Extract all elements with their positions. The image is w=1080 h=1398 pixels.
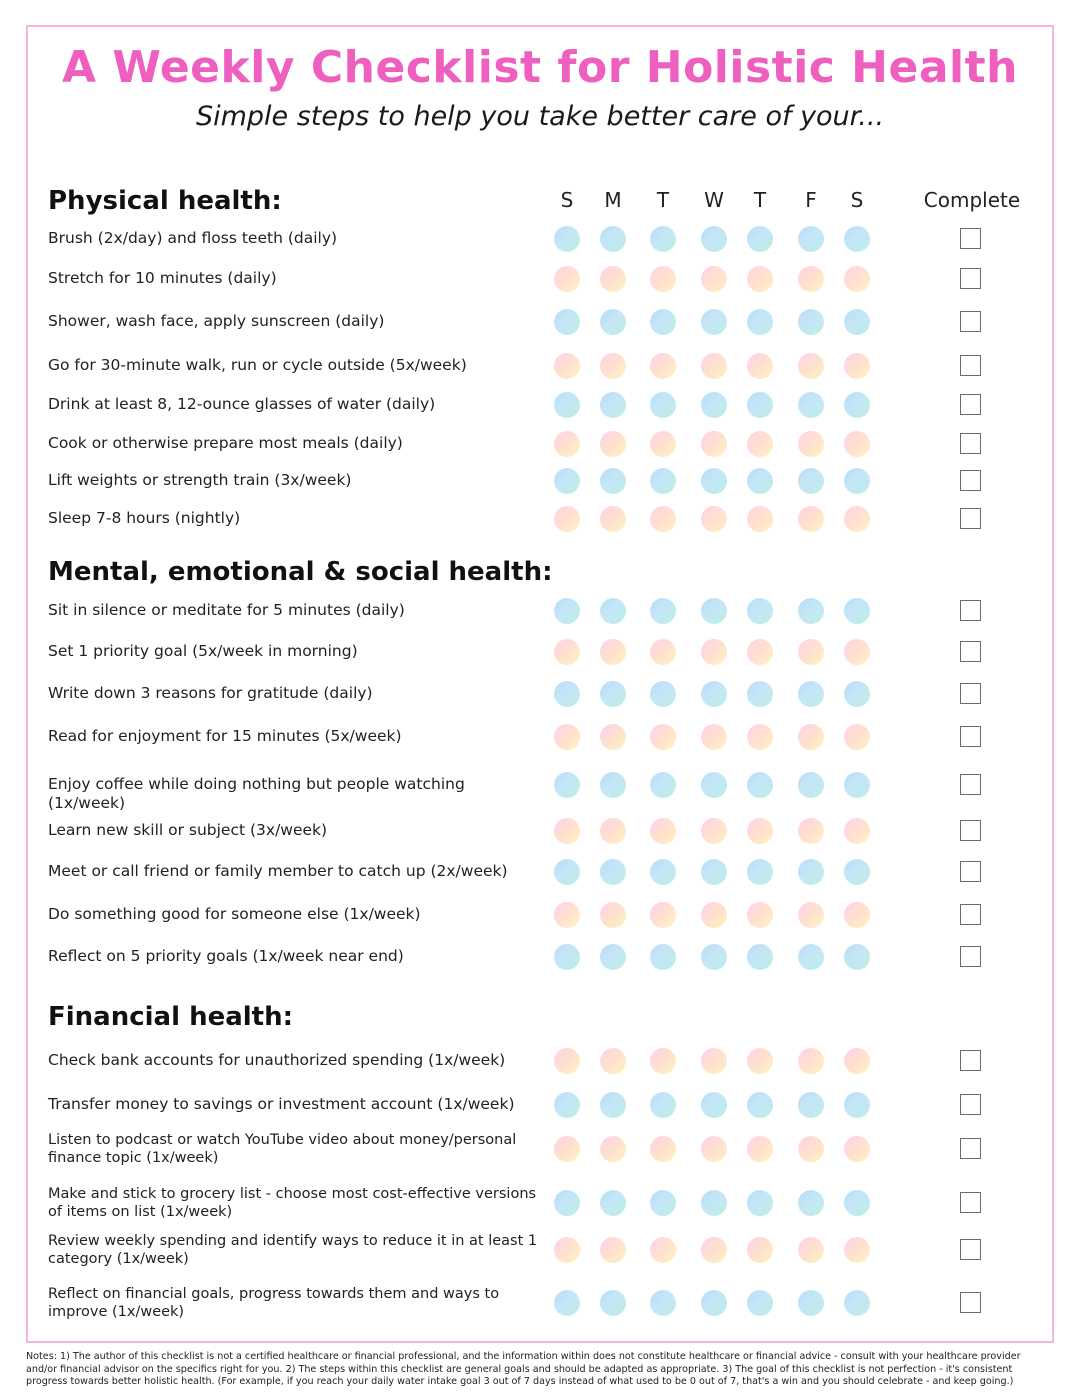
day-tracker-dot[interactable] (701, 266, 727, 292)
task-label: Brush (2x/day) and floss teeth (daily) (48, 229, 338, 247)
day-tracker-dot[interactable] (798, 1190, 824, 1216)
day-tracker-dot[interactable] (747, 598, 773, 624)
day-tracker-dot[interactable] (798, 309, 824, 335)
day-tracker-dot[interactable] (798, 902, 824, 928)
day-tracker-dot[interactable] (600, 506, 626, 532)
day-tracker-dot[interactable] (747, 859, 773, 885)
day-tracker-dot[interactable] (650, 772, 676, 798)
day-header: T (656, 188, 670, 212)
day-tracker-dot[interactable] (701, 639, 727, 665)
day-tracker-dot[interactable] (798, 1048, 824, 1074)
complete-column-header: Complete (923, 188, 1021, 212)
day-tracker-dot[interactable] (844, 1237, 870, 1263)
day-tracker-dot[interactable] (600, 1136, 626, 1162)
day-tracker-dot[interactable] (798, 1092, 824, 1118)
day-tracker-dot[interactable] (798, 353, 824, 379)
day-tracker-dot[interactable] (747, 468, 773, 494)
day-tracker-dot[interactable] (600, 353, 626, 379)
day-header: S (850, 188, 864, 212)
task-label: Sit in silence or meditate for 5 minutes (daily) (48, 601, 405, 619)
day-tracker-dot[interactable] (701, 1237, 727, 1263)
day-tracker-dot[interactable] (600, 1190, 626, 1216)
complete-checkbox[interactable] (960, 600, 981, 621)
day-tracker-dot[interactable] (747, 1048, 773, 1074)
day-tracker-dot[interactable] (747, 724, 773, 750)
day-tracker-dot[interactable] (798, 1136, 824, 1162)
day-tracker-dot[interactable] (554, 1237, 580, 1263)
day-tracker-dot[interactable] (600, 226, 626, 252)
day-tracker-dot[interactable] (798, 598, 824, 624)
day-tracker-dot[interactable] (701, 724, 727, 750)
complete-checkbox[interactable] (960, 726, 981, 747)
complete-checkbox[interactable] (960, 1292, 981, 1313)
day-tracker-dot[interactable] (701, 859, 727, 885)
task-label: Learn new skill or subject (3x/week) (48, 821, 328, 839)
day-tracker-dot[interactable] (600, 309, 626, 335)
section-heading: Physical health: (48, 186, 282, 216)
day-tracker-dot[interactable] (650, 859, 676, 885)
day-tracker-dot[interactable] (650, 468, 676, 494)
day-tracker-dot[interactable] (844, 1048, 870, 1074)
day-tracker-dot[interactable] (600, 818, 626, 844)
day-tracker-dot[interactable] (844, 1290, 870, 1316)
day-tracker-dot[interactable] (844, 226, 870, 252)
day-tracker-dot[interactable] (798, 431, 824, 457)
day-tracker-dot[interactable] (798, 944, 824, 970)
day-tracker-dot[interactable] (798, 772, 824, 798)
day-tracker-dot[interactable] (650, 506, 676, 532)
day-tracker-dot[interactable] (600, 392, 626, 418)
day-tracker-dot[interactable] (600, 772, 626, 798)
day-tracker-dot[interactable] (650, 944, 676, 970)
day-tracker-dot[interactable] (798, 681, 824, 707)
complete-checkbox[interactable] (960, 394, 981, 415)
day-tracker-dot[interactable] (701, 353, 727, 379)
day-tracker-dot[interactable] (554, 598, 580, 624)
day-tracker-dot[interactable] (650, 226, 676, 252)
day-tracker-dot[interactable] (844, 944, 870, 970)
complete-checkbox[interactable] (960, 311, 981, 332)
day-header: T (753, 188, 767, 212)
day-tracker-dot[interactable] (798, 506, 824, 532)
day-tracker-dot[interactable] (747, 309, 773, 335)
day-header: S (560, 188, 574, 212)
section-heading: Financial health: (48, 1002, 294, 1032)
day-tracker-dot[interactable] (798, 226, 824, 252)
day-tracker-dot[interactable] (747, 266, 773, 292)
day-tracker-dot[interactable] (554, 818, 580, 844)
day-tracker-dot[interactable] (554, 859, 580, 885)
day-tracker-dot[interactable] (747, 772, 773, 798)
day-tracker-dot[interactable] (650, 392, 676, 418)
day-tracker-dot[interactable] (600, 431, 626, 457)
day-tracker-dot[interactable] (798, 392, 824, 418)
task-label: Review weekly spending and identify ways to reduce it in at least 1 category (1x/week) (48, 1233, 538, 1267)
day-tracker-dot[interactable] (798, 1237, 824, 1263)
day-tracker-dot[interactable] (747, 1136, 773, 1162)
day-tracker-dot[interactable] (650, 266, 676, 292)
day-tracker-dot[interactable] (600, 266, 626, 292)
day-tracker-dot[interactable] (554, 1092, 580, 1118)
complete-checkbox[interactable] (960, 946, 981, 967)
day-tracker-dot[interactable] (650, 681, 676, 707)
day-tracker-dot[interactable] (844, 309, 870, 335)
complete-checkbox[interactable] (960, 641, 981, 662)
day-tracker-dot[interactable] (844, 266, 870, 292)
day-tracker-dot[interactable] (844, 1092, 870, 1118)
day-tracker-dot[interactable] (554, 1190, 580, 1216)
complete-checkbox[interactable] (960, 1094, 981, 1115)
day-tracker-dot[interactable] (844, 1136, 870, 1162)
day-tracker-dot[interactable] (844, 468, 870, 494)
day-tracker-dot[interactable] (844, 681, 870, 707)
day-header: F (805, 188, 817, 212)
day-tracker-dot[interactable] (747, 431, 773, 457)
day-tracker-dot[interactable] (844, 859, 870, 885)
day-tracker-dot[interactable] (554, 1290, 580, 1316)
day-tracker-dot[interactable] (554, 1048, 580, 1074)
day-tracker-dot[interactable] (554, 226, 580, 252)
task-label: Drink at least 8, 12-ounce glasses of water (daily) (48, 395, 436, 413)
day-tracker-dot[interactable] (600, 468, 626, 494)
day-tracker-dot[interactable] (600, 724, 626, 750)
day-tracker-dot[interactable] (844, 431, 870, 457)
complete-checkbox[interactable] (960, 1050, 981, 1071)
page-subtitle: Simple steps to help you take better care of your... (195, 101, 885, 132)
day-tracker-dot[interactable] (747, 944, 773, 970)
task-label: Enjoy coffee while doing nothing but people watching (1x/week) (48, 775, 465, 812)
complete-checkbox[interactable] (960, 904, 981, 925)
day-tracker-dot[interactable] (798, 724, 824, 750)
complete-checkbox[interactable] (960, 228, 981, 249)
task-label: Stretch for 10 minutes (daily) (48, 269, 277, 287)
complete-checkbox[interactable] (960, 355, 981, 376)
day-tracker-dot[interactable] (747, 1190, 773, 1216)
day-tracker-dot[interactable] (701, 1092, 727, 1118)
day-tracker-dot[interactable] (844, 598, 870, 624)
complete-checkbox[interactable] (960, 774, 981, 795)
day-tracker-dot[interactable] (600, 859, 626, 885)
day-header: W (704, 188, 724, 212)
day-tracker-dot[interactable] (701, 1048, 727, 1074)
day-tracker-dot[interactable] (798, 1290, 824, 1316)
task-label: Reflect on 5 priority goals (1x/week near end) (48, 947, 404, 965)
day-tracker-dot[interactable] (701, 392, 727, 418)
day-tracker-dot[interactable] (747, 392, 773, 418)
day-tracker-dot[interactable] (844, 392, 870, 418)
day-tracker-dot[interactable] (844, 772, 870, 798)
day-tracker-dot[interactable] (701, 468, 727, 494)
complete-checkbox[interactable] (960, 1239, 981, 1260)
task-label: Read for enjoyment for 15 minutes (5x/week) (48, 727, 402, 745)
day-tracker-dot[interactable] (600, 598, 626, 624)
day-tracker-dot[interactable] (554, 772, 580, 798)
day-tracker-dot[interactable] (747, 1237, 773, 1263)
day-tracker-dot[interactable] (554, 902, 580, 928)
day-tracker-dot[interactable] (650, 639, 676, 665)
complete-checkbox[interactable] (960, 268, 981, 289)
day-tracker-dot[interactable] (701, 226, 727, 252)
complete-checkbox[interactable] (960, 1138, 981, 1159)
day-tracker-dot[interactable] (747, 1092, 773, 1118)
day-tracker-dot[interactable] (701, 681, 727, 707)
day-tracker-dot[interactable] (701, 772, 727, 798)
day-tracker-dot[interactable] (650, 1290, 676, 1316)
task-label: Write down 3 reasons for gratitude (daily) (48, 684, 373, 702)
page-title: A Weekly Checklist for Holistic Health (62, 42, 1018, 93)
day-tracker-dot[interactable] (747, 639, 773, 665)
day-tracker-dot[interactable] (798, 859, 824, 885)
task-label: Set 1 priority goal (5x/week in morning) (48, 642, 358, 660)
complete-checkbox[interactable] (960, 508, 981, 529)
day-tracker-dot[interactable] (650, 309, 676, 335)
day-tracker-dot[interactable] (600, 1092, 626, 1118)
day-tracker-dot[interactable] (554, 506, 580, 532)
day-tracker-dot[interactable] (600, 1237, 626, 1263)
day-tracker-dot[interactable] (844, 818, 870, 844)
day-tracker-dot[interactable] (650, 902, 676, 928)
day-tracker-dot[interactable] (650, 431, 676, 457)
day-tracker-dot[interactable] (798, 266, 824, 292)
day-tracker-dot[interactable] (747, 818, 773, 844)
day-tracker-dot[interactable] (650, 818, 676, 844)
day-tracker-dot[interactable] (650, 1237, 676, 1263)
day-tracker-dot[interactable] (554, 724, 580, 750)
day-tracker-dot[interactable] (554, 681, 580, 707)
day-tracker-dot[interactable] (747, 506, 773, 532)
task-label: Cook or otherwise prepare most meals (daily) (48, 434, 403, 452)
day-tracker-dot[interactable] (650, 724, 676, 750)
day-tracker-dot[interactable] (747, 353, 773, 379)
day-tracker-dot[interactable] (554, 392, 580, 418)
day-tracker-dot[interactable] (554, 353, 580, 379)
task-label: Check bank accounts for unauthorized spending (1x/week) (48, 1051, 506, 1069)
day-tracker-dot[interactable] (701, 309, 727, 335)
day-tracker-dot[interactable] (554, 1136, 580, 1162)
complete-checkbox[interactable] (960, 433, 981, 454)
complete-checkbox[interactable] (960, 470, 981, 491)
day-tracker-dot[interactable] (701, 1190, 727, 1216)
day-tracker-dot[interactable] (701, 1136, 727, 1162)
complete-checkbox[interactable] (960, 1192, 981, 1213)
day-tracker-dot[interactable] (701, 1290, 727, 1316)
day-tracker-dot[interactable] (554, 944, 580, 970)
day-tracker-dot[interactable] (701, 944, 727, 970)
day-tracker-dot[interactable] (600, 639, 626, 665)
day-tracker-dot[interactable] (844, 506, 870, 532)
section-heading: Mental, emotional & social health: (48, 557, 553, 587)
task-label: Lift weights or strength train (3x/week) (48, 471, 352, 489)
day-tracker-dot[interactable] (747, 1290, 773, 1316)
day-tracker-dot[interactable] (650, 353, 676, 379)
day-tracker-dot[interactable] (844, 724, 870, 750)
day-tracker-dot[interactable] (701, 902, 727, 928)
day-tracker-dot[interactable] (554, 266, 580, 292)
day-tracker-dot[interactable] (650, 1190, 676, 1216)
task-label: Sleep 7-8 hours (nightly) (48, 509, 241, 527)
day-tracker-dot[interactable] (798, 639, 824, 665)
complete-checkbox[interactable] (960, 820, 981, 841)
task-label: Shower, wash face, apply sunscreen (daily) (48, 312, 385, 330)
day-tracker-dot[interactable] (600, 1048, 626, 1074)
day-tracker-dot[interactable] (650, 1092, 676, 1118)
task-label: Meet or call friend or family member to catch up (2x/week) (48, 862, 508, 880)
day-tracker-dot[interactable] (600, 681, 626, 707)
day-tracker-dot[interactable] (554, 468, 580, 494)
day-tracker-dot[interactable] (600, 902, 626, 928)
day-tracker-dot[interactable] (650, 1048, 676, 1074)
day-tracker-dot[interactable] (747, 902, 773, 928)
day-tracker-dot[interactable] (554, 639, 580, 665)
day-tracker-dot[interactable] (747, 226, 773, 252)
notes-footer: Notes: 1) The author of this checklist is not a certified healthcare or financial professional, and the information within does not constitute healthcare or financial advice - consult with your healthcare provider and/or financial advisor on the specifics right for you. 2) The steps within this checklist are general goals and should be adapted as appropriate. 3) The goal of this checklist is not perfection - it's consistent progress towards better holistic health. (For example, if you reach your daily water intake goal 3 out of 7 days instead of what used to be 0 out of 7, that's a win and you should celebrate - and keep going.) (26, 1351, 1021, 1387)
day-tracker-dot[interactable] (844, 1190, 870, 1216)
task-label: Go for 30-minute walk, run or cycle outside (5x/week) (48, 356, 467, 374)
task-label: Listen to podcast or watch YouTube video about money/personal finance topic (1x/week) (48, 1132, 517, 1166)
day-tracker-dot[interactable] (844, 639, 870, 665)
day-tracker-dot[interactable] (798, 818, 824, 844)
complete-checkbox[interactable] (960, 861, 981, 882)
day-tracker-dot[interactable] (554, 431, 580, 457)
task-label: Transfer money to savings or investment account (1x/week) (48, 1095, 515, 1113)
day-tracker-dot[interactable] (844, 353, 870, 379)
day-tracker-dot[interactable] (701, 506, 727, 532)
day-tracker-dot[interactable] (650, 598, 676, 624)
task-label: Make and stick to grocery list - choose most cost-effective versions of items on list (1x/week) (48, 1186, 537, 1220)
day-tracker-dot[interactable] (844, 902, 870, 928)
day-tracker-dot[interactable] (798, 468, 824, 494)
day-tracker-dot[interactable] (650, 1136, 676, 1162)
day-tracker-dot[interactable] (747, 681, 773, 707)
day-header: M (604, 188, 622, 212)
day-tracker-dot[interactable] (554, 309, 580, 335)
day-tracker-dot[interactable] (701, 431, 727, 457)
complete-checkbox[interactable] (960, 683, 981, 704)
day-tracker-dot[interactable] (600, 1290, 626, 1316)
day-tracker-dot[interactable] (701, 818, 727, 844)
day-tracker-dot[interactable] (701, 598, 727, 624)
task-label: Reflect on financial goals, progress towards them and ways to improve (1x/week) (48, 1286, 500, 1320)
task-label: Do something good for someone else (1x/week) (48, 905, 421, 923)
day-tracker-dot[interactable] (600, 944, 626, 970)
